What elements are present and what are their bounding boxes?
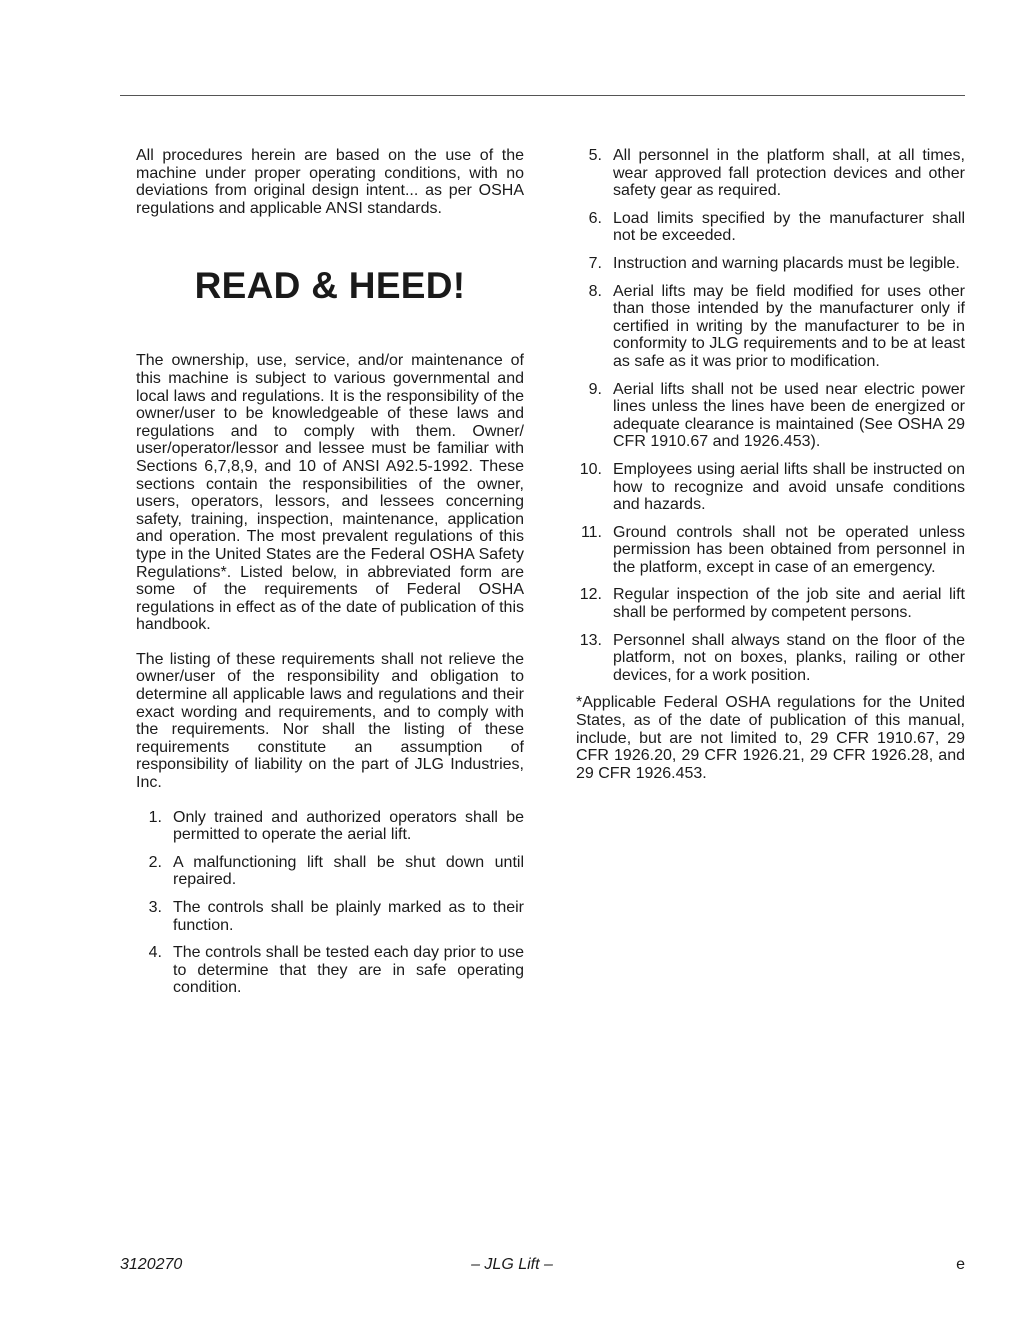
- list-item: [576, 283, 965, 371]
- list-item-number: 6.: [588, 209, 602, 227]
- header-rule: [120, 95, 965, 96]
- list-item-text: Load limits specified by the manufacturer shall not be exceeded.: [613, 209, 965, 245]
- doc-number: 3120270: [120, 1256, 183, 1273]
- list-item-text: All personnel in the platform shall, at all times, wear approved fall protection devices and other safety gear as required.: [613, 147, 965, 200]
- list-item-number: 9.: [588, 380, 602, 398]
- list-item: [136, 944, 524, 997]
- list-item-number: 4.: [148, 944, 162, 962]
- right-column: [576, 147, 965, 799]
- list-item-number: 12.: [579, 586, 602, 604]
- footer-title: – JLG Lift –: [471, 1256, 553, 1273]
- list-item-number: 7.: [588, 254, 602, 272]
- page-number: e: [956, 1256, 965, 1273]
- list-item: [136, 809, 524, 844]
- list-item-text: A malfunctioning lift shall be shut down until repaired.: [173, 853, 524, 889]
- list-item-number: 1.: [148, 808, 162, 826]
- left-column: [136, 147, 524, 1007]
- requirements-list-left: [136, 809, 524, 997]
- list-item: [576, 381, 965, 451]
- list-item-number: 13.: [579, 631, 602, 649]
- list-item: [136, 854, 524, 889]
- list-item-text: Instruction and warning placards must be legible.: [613, 254, 960, 272]
- list-item-number: 3.: [148, 899, 162, 916]
- list-item-number: 5.: [588, 147, 602, 164]
- list-item-number: 2.: [148, 853, 162, 871]
- list-item: [576, 586, 965, 621]
- list-item-text: Aerial lifts may be field modified for uses other than those intended by the manufacturer only if certified in writing by the manufacturer to be in conformity to JLG requirements and to be at least as safe as it was prior to modification.: [613, 282, 965, 370]
- ownership-paragraph: The ownership, use, service, and/or maintenance of this machine is subject to various governmental and local laws and regulations. It is the responsibility of the owner/user to be knowledgeable of these laws and regulations and to comply with them. Owner/ user/operator/lessor and lessee must be familiar with Sections 6,7,8,9, and 10 of ANSI A92.5-1992. These sections contain the responsibilities of the owner, users, operators, lessors, and lessees concerning safety, training, inspection, maintenance, application and operation. The most prevalent regulations of this type in the United States are the Federal OSHA Safety Regulations*. Listed below, in abbreviated form are some of the requirements of Federal OSHA regulations in effect as of the date of publication of this handbook.: [136, 352, 524, 634]
- footnote: *Applicable Federal OSHA regulations for the United States, as of the date of publication of this manual, include, but are not limited to, 29 CFR 1910.67, 29 CFR 1926.20, 29 CFR 1926.21, 29 CFR 1926.28, and 29 CFR 1926.453.: [576, 694, 965, 782]
- list-item-text: The controls shall be tested each day prior to use to determine that they are in safe operating condition.: [173, 944, 524, 997]
- list-item-text: Only trained and authorized operators shall be permitted to operate the aerial lift.: [173, 808, 524, 844]
- page-heading: READ & HEED!: [194, 265, 466, 307]
- list-item: [576, 147, 965, 200]
- list-item-text: Ground controls shall not be operated unless permission has been obtained from personnel in the platform, except in case of an emergency.: [613, 523, 965, 576]
- list-item: [576, 632, 965, 685]
- list-item: [576, 524, 965, 577]
- list-item-number: 10.: [579, 460, 602, 478]
- requirements-list-right: [576, 147, 965, 684]
- list-item: [576, 255, 965, 273]
- list-item-number: 11.: [580, 523, 602, 541]
- listing-paragraph: The listing of these requirements shall not relieve the owner/user of the responsibility and obligation to determine all applicable laws and regulations and their exact wording and requirements, and to comply with the requirements. Nor shall the listing of these requirements constitute an assumption of responsibility of liability on the part of JLG Industries, Inc.: [136, 650, 524, 792]
- list-item-text: Aerial lifts shall not be used near electric power lines unless the lines have been de energized or adequate clearance is maintained (See OSHA 29 CFR 1910.67 and 1926.453).: [613, 380, 965, 451]
- list-item-number: 8.: [588, 282, 602, 300]
- list-item-text: Regular inspection of the job site and aerial lift shall be performed by competent persons.: [613, 586, 965, 622]
- intro-paragraph: All procedures herein are based on the use of the machine under proper operating conditions, with no deviations from original design intent... as per OSHA regulations and applicable ANSI standards.: [136, 147, 524, 217]
- list-item-text: The controls shall be plainly marked as to their function.: [173, 899, 524, 934]
- list-item-text: Personnel shall always stand on the floor of the platform, not on boxes, planks, railing or other devices, for a work position.: [613, 631, 965, 684]
- list-item: [576, 210, 965, 245]
- list-item-text: Employees using aerial lifts shall be instructed on how to recognize and avoid unsafe conditions and hazards.: [613, 460, 965, 514]
- list-item: [576, 461, 965, 514]
- list-item: [136, 899, 524, 934]
